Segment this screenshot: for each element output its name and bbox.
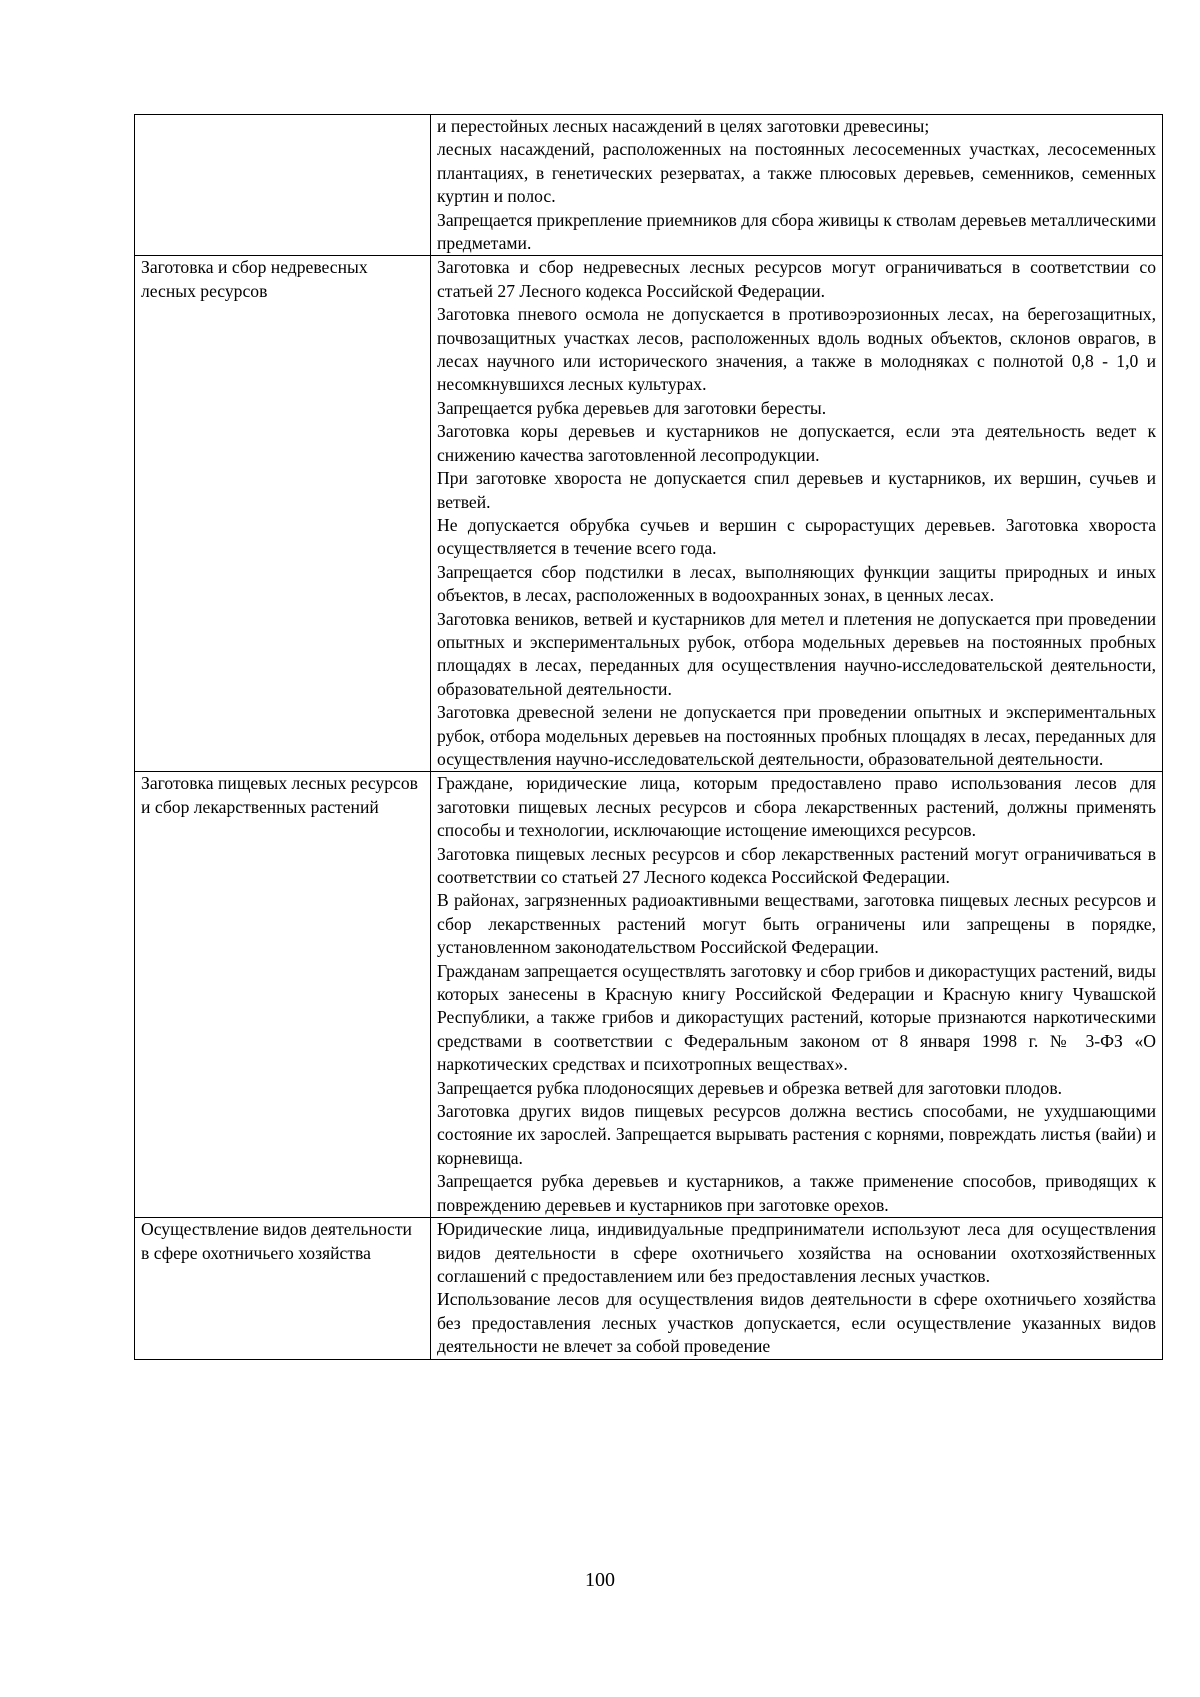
activity-cell: Осуществление видов деятельности в сфере охотничьего хозяйства <box>135 1218 431 1359</box>
page-number: 100 <box>585 1569 615 1591</box>
activity-cell: Заготовка пищевых лесных ресурсов и сбор лекарственных растений <box>135 772 431 1218</box>
rule-paragraph: Заготовка пищевых лесных ресурсов и сбор лекарственных растений могут ограничиваться в соответствии со статьей 27 Лесного кодекса Российской Федерации. <box>437 843 1156 887</box>
rules-cell <box>431 256 1163 772</box>
rule-paragraph: Запрещается рубка деревьев и кустарников, а также применение способов, приводящих к повреждению деревьев и кустарников при заготовке орехов. <box>437 1171 1156 1215</box>
rule-paragraph: В районах, загрязненных радиоактивными веществами, заготовка пищевых лесных ресурсов и сбор лекарственных растений могут быть ограничены или запрещены в порядке, установленном законодательством Российской Федерации. <box>437 890 1156 958</box>
rule-paragraph: Заготовка веников, ветвей и кустарников для метел и плетения не допускается при проведении опытных и экспериментальных рубок, отбора модельных деревьев на постоянных пробных площадях в лесах, переданных для осуществления научно-исследовательской деятельности, образовательной деятельности. <box>437 608 1156 699</box>
table-row <box>135 115 1163 256</box>
rule-paragraph: Граждане, юридические лица, которым предоставлено право использования лесов для заготовки пищевых лесных ресурсов и сбора лекарственных растений, должны применять способы и технологии, исключающие истощение имеющихся ресурсов. <box>437 773 1156 841</box>
rule-paragraph: Заготовка других видов пищевых ресурсов должна вестись способами, не ухудшающими состояние их зарослей. Запрещается вырывать растения с корнями, повреждать листья (вайи) и корневища. <box>437 1101 1156 1168</box>
rule-paragraph: Заготовка и сбор недревесных лесных ресурсов могут ограничиваться в соответствии со статьей 27 Лесного кодекса Российской Федерации. <box>437 257 1156 301</box>
rule-paragraph: лесных насаждений, расположенных на постоянных лесосеменных участках, лесосеменных плантациях, в генетических резерватах, а также плюсовых деревьев, семенников, семенных куртин и полос. <box>437 139 1156 207</box>
rules-cell <box>431 1218 1163 1359</box>
rule-paragraph: Запрещается сбор подстилки в лесах, выполняющих функции защиты природных и иных объектов, в лесах, расположенных в водоохранных зонах, в ценных лесах. <box>437 561 1156 606</box>
rules-cell <box>431 115 1163 256</box>
rule-paragraph: и перестойных лесных насаждений в целях заготовки древесины; <box>437 116 930 136</box>
table-row <box>135 256 1163 772</box>
rule-paragraph: При заготовке хвороста не допускается спил деревьев и кустарников, их вершин, сучьев и ветвей. <box>437 468 1156 512</box>
table-row <box>135 1218 1163 1359</box>
rule-paragraph: Запрещается рубка деревьев для заготовки бересты. <box>437 397 827 418</box>
rule-paragraph: Запрещается прикрепление приемников для сбора живицы к стволам деревьев металлическими предметами. <box>437 209 1156 254</box>
rules-cell <box>431 772 1163 1218</box>
rule-paragraph: Не допускается обрубка сучьев и вершин с сырорастущих деревьев. Заготовка хвороста осуществляется в течение всего года. <box>437 514 1156 559</box>
rule-paragraph: Использование лесов для осуществления видов деятельности в сфере охотничьего хозяйства без предоставления лесных участков допускается, если осуществление указанных видов деятельности не влечет за собой проведение <box>437 1289 1156 1357</box>
rule-paragraph: Гражданам запрещается осуществлять заготовку и сбор грибов и дикорастущих растений, виды которых занесены в Красную книгу Российской Федерации и Красную книгу Чувашской Республики, а также грибов и дикорастущих растений, которые признаются наркотическими средствами в соответствии с Федеральным законом от 8 января 1998 г. № 3-ФЗ «О наркотических средствах и психотропных веществах». <box>437 960 1156 1075</box>
rule-paragraph: Заготовка коры деревьев и кустарников не допускается, если эта деятельность ведет к снижению качества заготовленной лесопродукции. <box>437 421 1156 465</box>
rule-paragraph: Юридические лица, индивидуальные предприниматели используют леса для осуществления видов деятельности в сфере охотничьего хозяйства на основании охотхозяйственных соглашений с предоставлением или без предоставления лесных участков. <box>437 1219 1156 1286</box>
activity-cell: Заготовка и сбор недревесных лесных ресурсов <box>135 256 431 772</box>
rule-paragraph: Заготовка древесной зелени не допускается при проведении опытных и экспериментальных рубок, отбора модельных деревьев на постоянных пробных площадях в лесах, переданных для осуществления научно-исследовательской деятельности, образовательной деятельности. <box>437 702 1156 769</box>
rule-paragraph: Заготовка пневого осмола не допускается в противоэрозионных лесах, на берегозащитных, почвозащитных участках лесов, расположенных вдоль водных объектов, склонов оврагов, в лесах научного или исторического значения, а также в молодняках с полнотой 0,8 - 1,0 и несомкнувшихся лесных культурах. <box>437 304 1156 395</box>
forest-use-rules-table <box>134 114 1163 1360</box>
activity-cell <box>135 115 431 256</box>
rule-paragraph: Запрещается рубка плодоносящих деревьев и обрезка ветвей для заготовки плодов. <box>437 1077 1063 1098</box>
table-row <box>135 772 1163 1218</box>
